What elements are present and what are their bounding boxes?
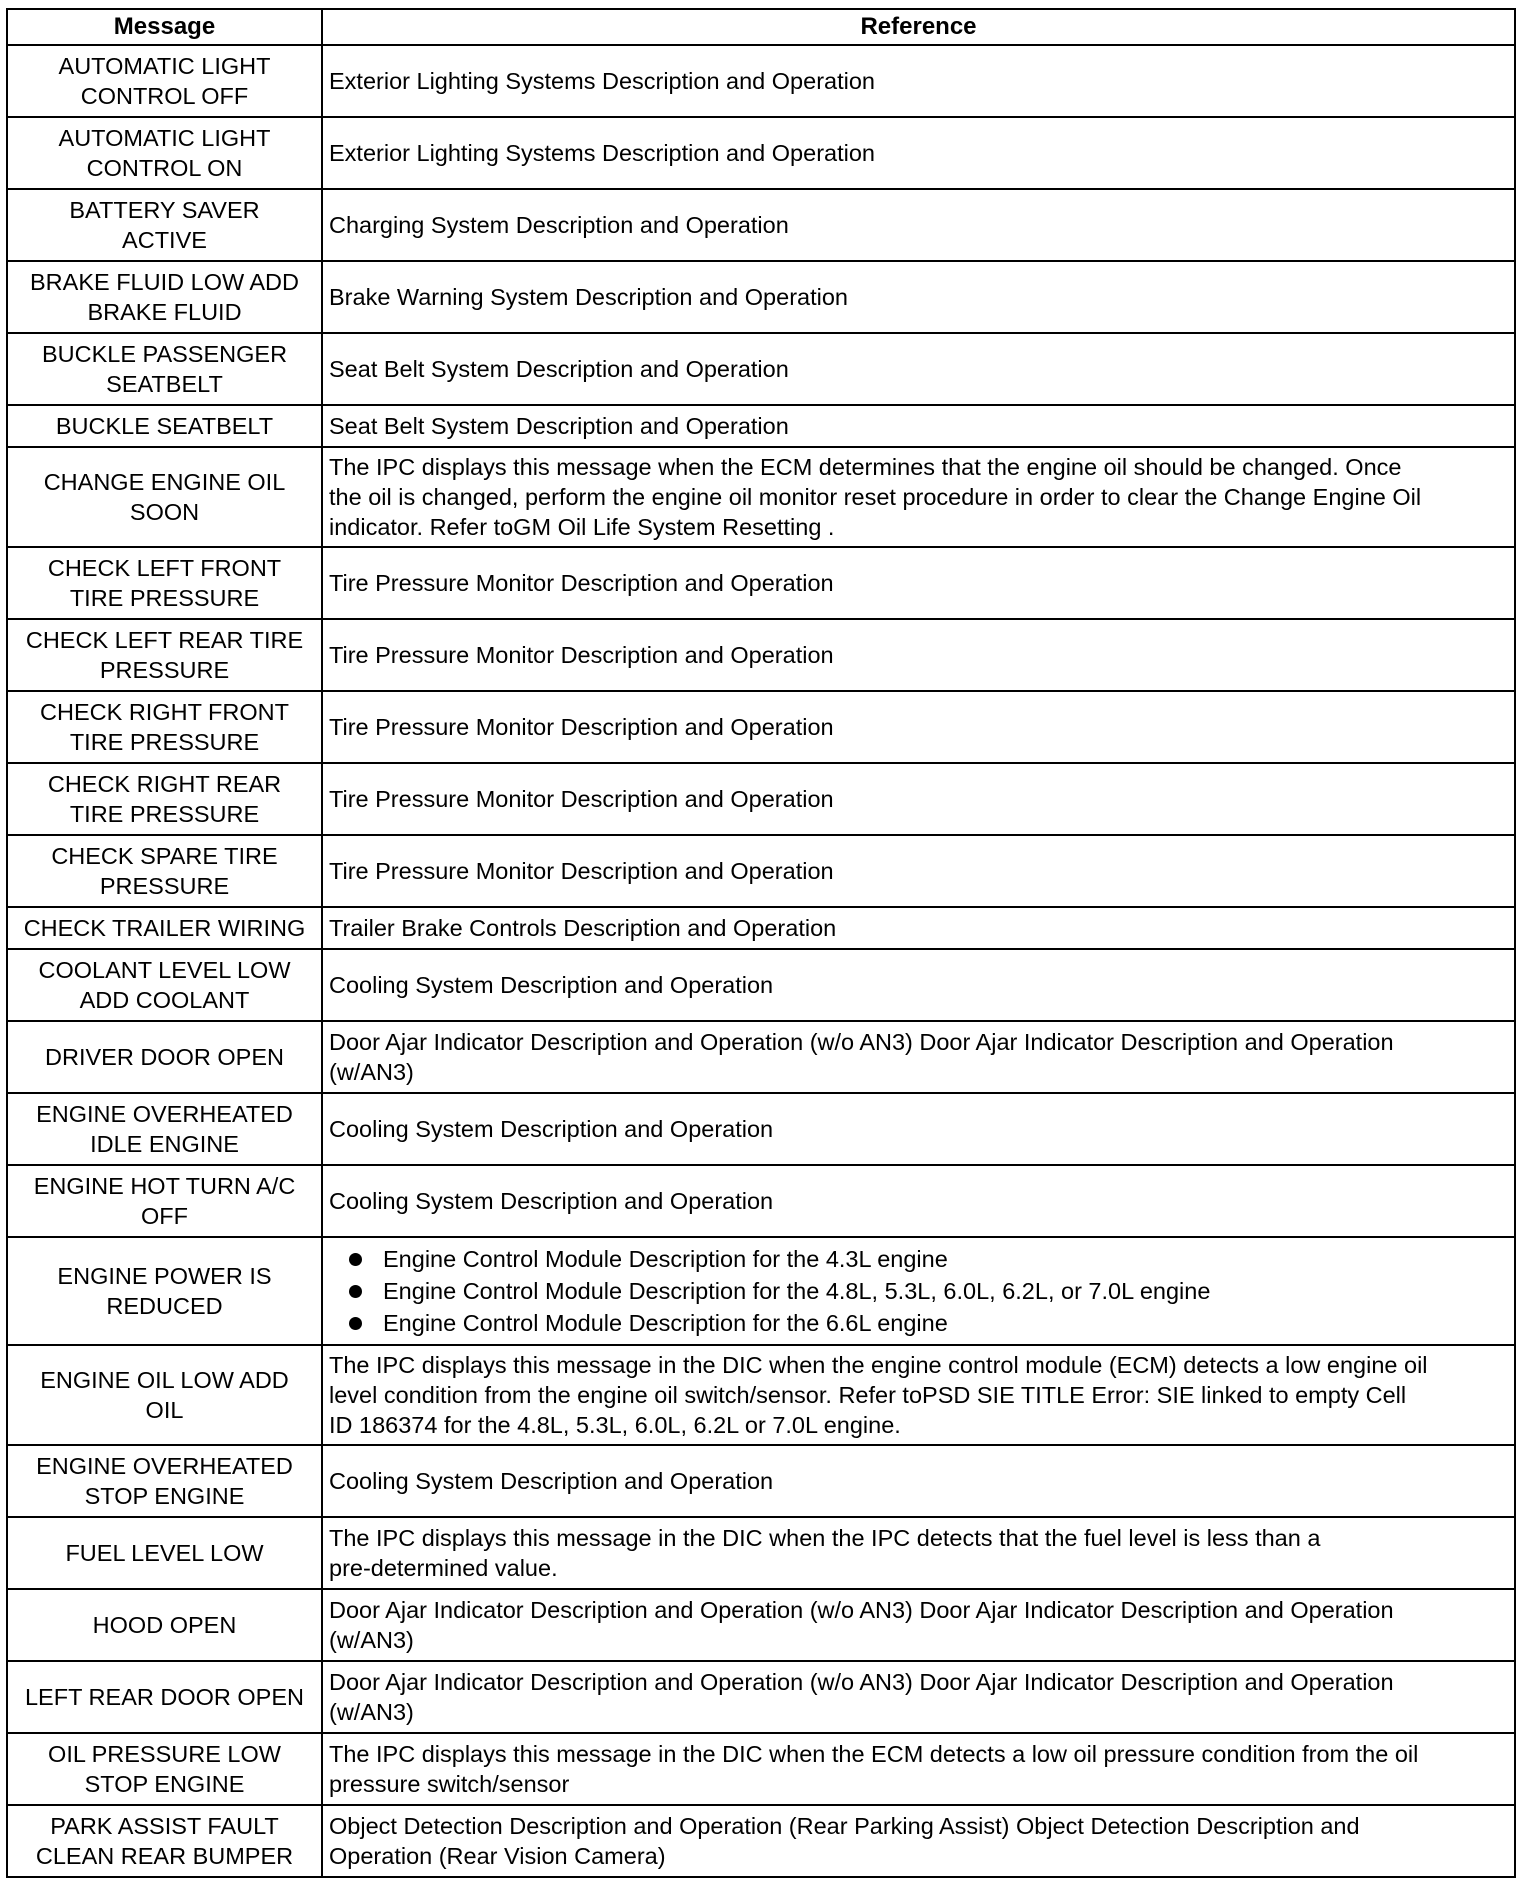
reference-cell: Charging System Description and Operation bbox=[322, 189, 1515, 261]
table-row bbox=[7, 1165, 1515, 1237]
reference-cell: The IPC displays this message when the ECM determines that the engine oil should be changed. Once the oil is changed, perform the engine oil monitor reset procedure in order to clear the Change Engine Oil indicator. Refer toGM Oil Life System Resetting . bbox=[322, 447, 1515, 547]
column-header-message: Message bbox=[7, 9, 322, 45]
table-row bbox=[7, 1021, 1515, 1093]
table-row bbox=[7, 261, 1515, 333]
message-cell: AUTOMATIC LIGHT CONTROL ON bbox=[7, 117, 322, 189]
reference-cell: Door Ajar Indicator Description and Operation (w/o AN3) Door Ajar Indicator Description and Operation (w/AN3) bbox=[322, 1021, 1515, 1093]
message-cell: FUEL LEVEL LOW bbox=[7, 1517, 322, 1589]
bullet-icon bbox=[349, 1285, 362, 1298]
table-row bbox=[7, 1093, 1515, 1165]
table-row bbox=[7, 189, 1515, 261]
reference-cell: Exterior Lighting Systems Description and Operation bbox=[322, 45, 1515, 117]
table-row bbox=[7, 1589, 1515, 1661]
column-header-reference: Reference bbox=[322, 9, 1515, 45]
table-row bbox=[7, 117, 1515, 189]
bullet-icon bbox=[349, 1317, 362, 1330]
reference-cell: The IPC displays this message in the DIC when the engine control module (ECM) detects a low engine oil level condition from the engine oil switch/sensor. Refer toPSD SIE TITLE Error: SIE linked to empty Cell ID 186374 for the 4.8L, 5.3L, 6.0L, 6.2L or 7.0L engine. bbox=[322, 1345, 1515, 1445]
reference-cell: The IPC displays this message in the DIC when the ECM detects a low oil pressure condition from the oil pressure switch/sensor bbox=[322, 1733, 1515, 1805]
message-cell: PARK ASSIST FAULT CLEAN REAR BUMPER bbox=[7, 1805, 322, 1877]
table-row bbox=[7, 691, 1515, 763]
table-row bbox=[7, 763, 1515, 835]
bullet-list bbox=[329, 1243, 1508, 1339]
message-cell: ENGINE HOT TURN A/C OFF bbox=[7, 1165, 322, 1237]
message-cell: ENGINE OIL LOW ADD OIL bbox=[7, 1345, 322, 1445]
message-cell: BATTERY SAVER ACTIVE bbox=[7, 189, 322, 261]
reference-cell: The IPC displays this message in the DIC when the IPC detects that the fuel level is less than a pre-determined value. bbox=[322, 1517, 1515, 1589]
message-cell: CHANGE ENGINE OIL SOON bbox=[7, 447, 322, 547]
list-item: Engine Control Module Description for the 4.3L engine bbox=[349, 1243, 1508, 1275]
message-cell: HOOD OPEN bbox=[7, 1589, 322, 1661]
reference-cell: Door Ajar Indicator Description and Operation (w/o AN3) Door Ajar Indicator Description and Operation (w/AN3) bbox=[322, 1661, 1515, 1733]
message-cell: BUCKLE PASSENGER SEATBELT bbox=[7, 333, 322, 405]
table-row bbox=[7, 1345, 1515, 1445]
table-header-row bbox=[7, 9, 1515, 45]
list-item: Engine Control Module Description for the 4.8L, 5.3L, 6.0L, 6.2L, or 7.0L engine bbox=[349, 1275, 1508, 1307]
message-cell: BRAKE FLUID LOW ADD BRAKE FLUID bbox=[7, 261, 322, 333]
message-cell: OIL PRESSURE LOW STOP ENGINE bbox=[7, 1733, 322, 1805]
message-reference-table-container bbox=[6, 8, 1514, 1878]
table-row bbox=[7, 1517, 1515, 1589]
message-cell: ENGINE POWER IS REDUCED bbox=[7, 1237, 322, 1345]
reference-cell: Tire Pressure Monitor Description and Operation bbox=[322, 547, 1515, 619]
message-cell: CHECK RIGHT FRONT TIRE PRESSURE bbox=[7, 691, 322, 763]
reference-cell: Tire Pressure Monitor Description and Operation bbox=[322, 763, 1515, 835]
message-cell: BUCKLE SEATBELT bbox=[7, 405, 322, 447]
message-cell: DRIVER DOOR OPEN bbox=[7, 1021, 322, 1093]
bullet-icon bbox=[349, 1253, 362, 1266]
reference-cell: Cooling System Description and Operation bbox=[322, 1165, 1515, 1237]
message-cell: ENGINE OVERHEATED STOP ENGINE bbox=[7, 1445, 322, 1517]
table-row bbox=[7, 1661, 1515, 1733]
reference-cell: Door Ajar Indicator Description and Operation (w/o AN3) Door Ajar Indicator Description and Operation (w/AN3) bbox=[322, 1589, 1515, 1661]
list-item: Engine Control Module Description for the 6.6L engine bbox=[349, 1307, 1508, 1339]
table-row bbox=[7, 835, 1515, 907]
reference-cell: Cooling System Description and Operation bbox=[322, 1445, 1515, 1517]
reference-cell: Cooling System Description and Operation bbox=[322, 1093, 1515, 1165]
message-cell: CHECK RIGHT REAR TIRE PRESSURE bbox=[7, 763, 322, 835]
table-row bbox=[7, 405, 1515, 447]
table-row bbox=[7, 1237, 1515, 1345]
reference-cell: Exterior Lighting Systems Description and Operation bbox=[322, 117, 1515, 189]
reference-cell: Object Detection Description and Operation (Rear Parking Assist) Object Detection Description and Operation (Rear Vision Camera) bbox=[322, 1805, 1515, 1877]
table-row bbox=[7, 1733, 1515, 1805]
message-cell: CHECK LEFT FRONT TIRE PRESSURE bbox=[7, 547, 322, 619]
table-row bbox=[7, 1445, 1515, 1517]
reference-cell: Tire Pressure Monitor Description and Operation bbox=[322, 691, 1515, 763]
reference-cell: Trailer Brake Controls Description and Operation bbox=[322, 907, 1515, 949]
table-row bbox=[7, 1805, 1515, 1877]
message-cell: LEFT REAR DOOR OPEN bbox=[7, 1661, 322, 1733]
reference-cell: Seat Belt System Description and Operation bbox=[322, 333, 1515, 405]
message-cell: CHECK LEFT REAR TIRE PRESSURE bbox=[7, 619, 322, 691]
message-cell: COOLANT LEVEL LOW ADD COOLANT bbox=[7, 949, 322, 1021]
table-row bbox=[7, 45, 1515, 117]
table-row bbox=[7, 547, 1515, 619]
message-reference-table bbox=[6, 8, 1516, 1878]
table-row bbox=[7, 333, 1515, 405]
reference-cell: Tire Pressure Monitor Description and Operation bbox=[322, 619, 1515, 691]
table-row bbox=[7, 949, 1515, 1021]
reference-cell: Brake Warning System Description and Operation bbox=[322, 261, 1515, 333]
message-cell: CHECK TRAILER WIRING bbox=[7, 907, 322, 949]
message-cell: ENGINE OVERHEATED IDLE ENGINE bbox=[7, 1093, 322, 1165]
table-row bbox=[7, 619, 1515, 691]
table-row bbox=[7, 907, 1515, 949]
message-cell: AUTOMATIC LIGHT CONTROL OFF bbox=[7, 45, 322, 117]
reference-cell bbox=[322, 1237, 1515, 1345]
reference-cell: Cooling System Description and Operation bbox=[322, 949, 1515, 1021]
message-cell: CHECK SPARE TIRE PRESSURE bbox=[7, 835, 322, 907]
reference-cell: Tire Pressure Monitor Description and Operation bbox=[322, 835, 1515, 907]
table-row bbox=[7, 447, 1515, 547]
reference-cell: Seat Belt System Description and Operation bbox=[322, 405, 1515, 447]
